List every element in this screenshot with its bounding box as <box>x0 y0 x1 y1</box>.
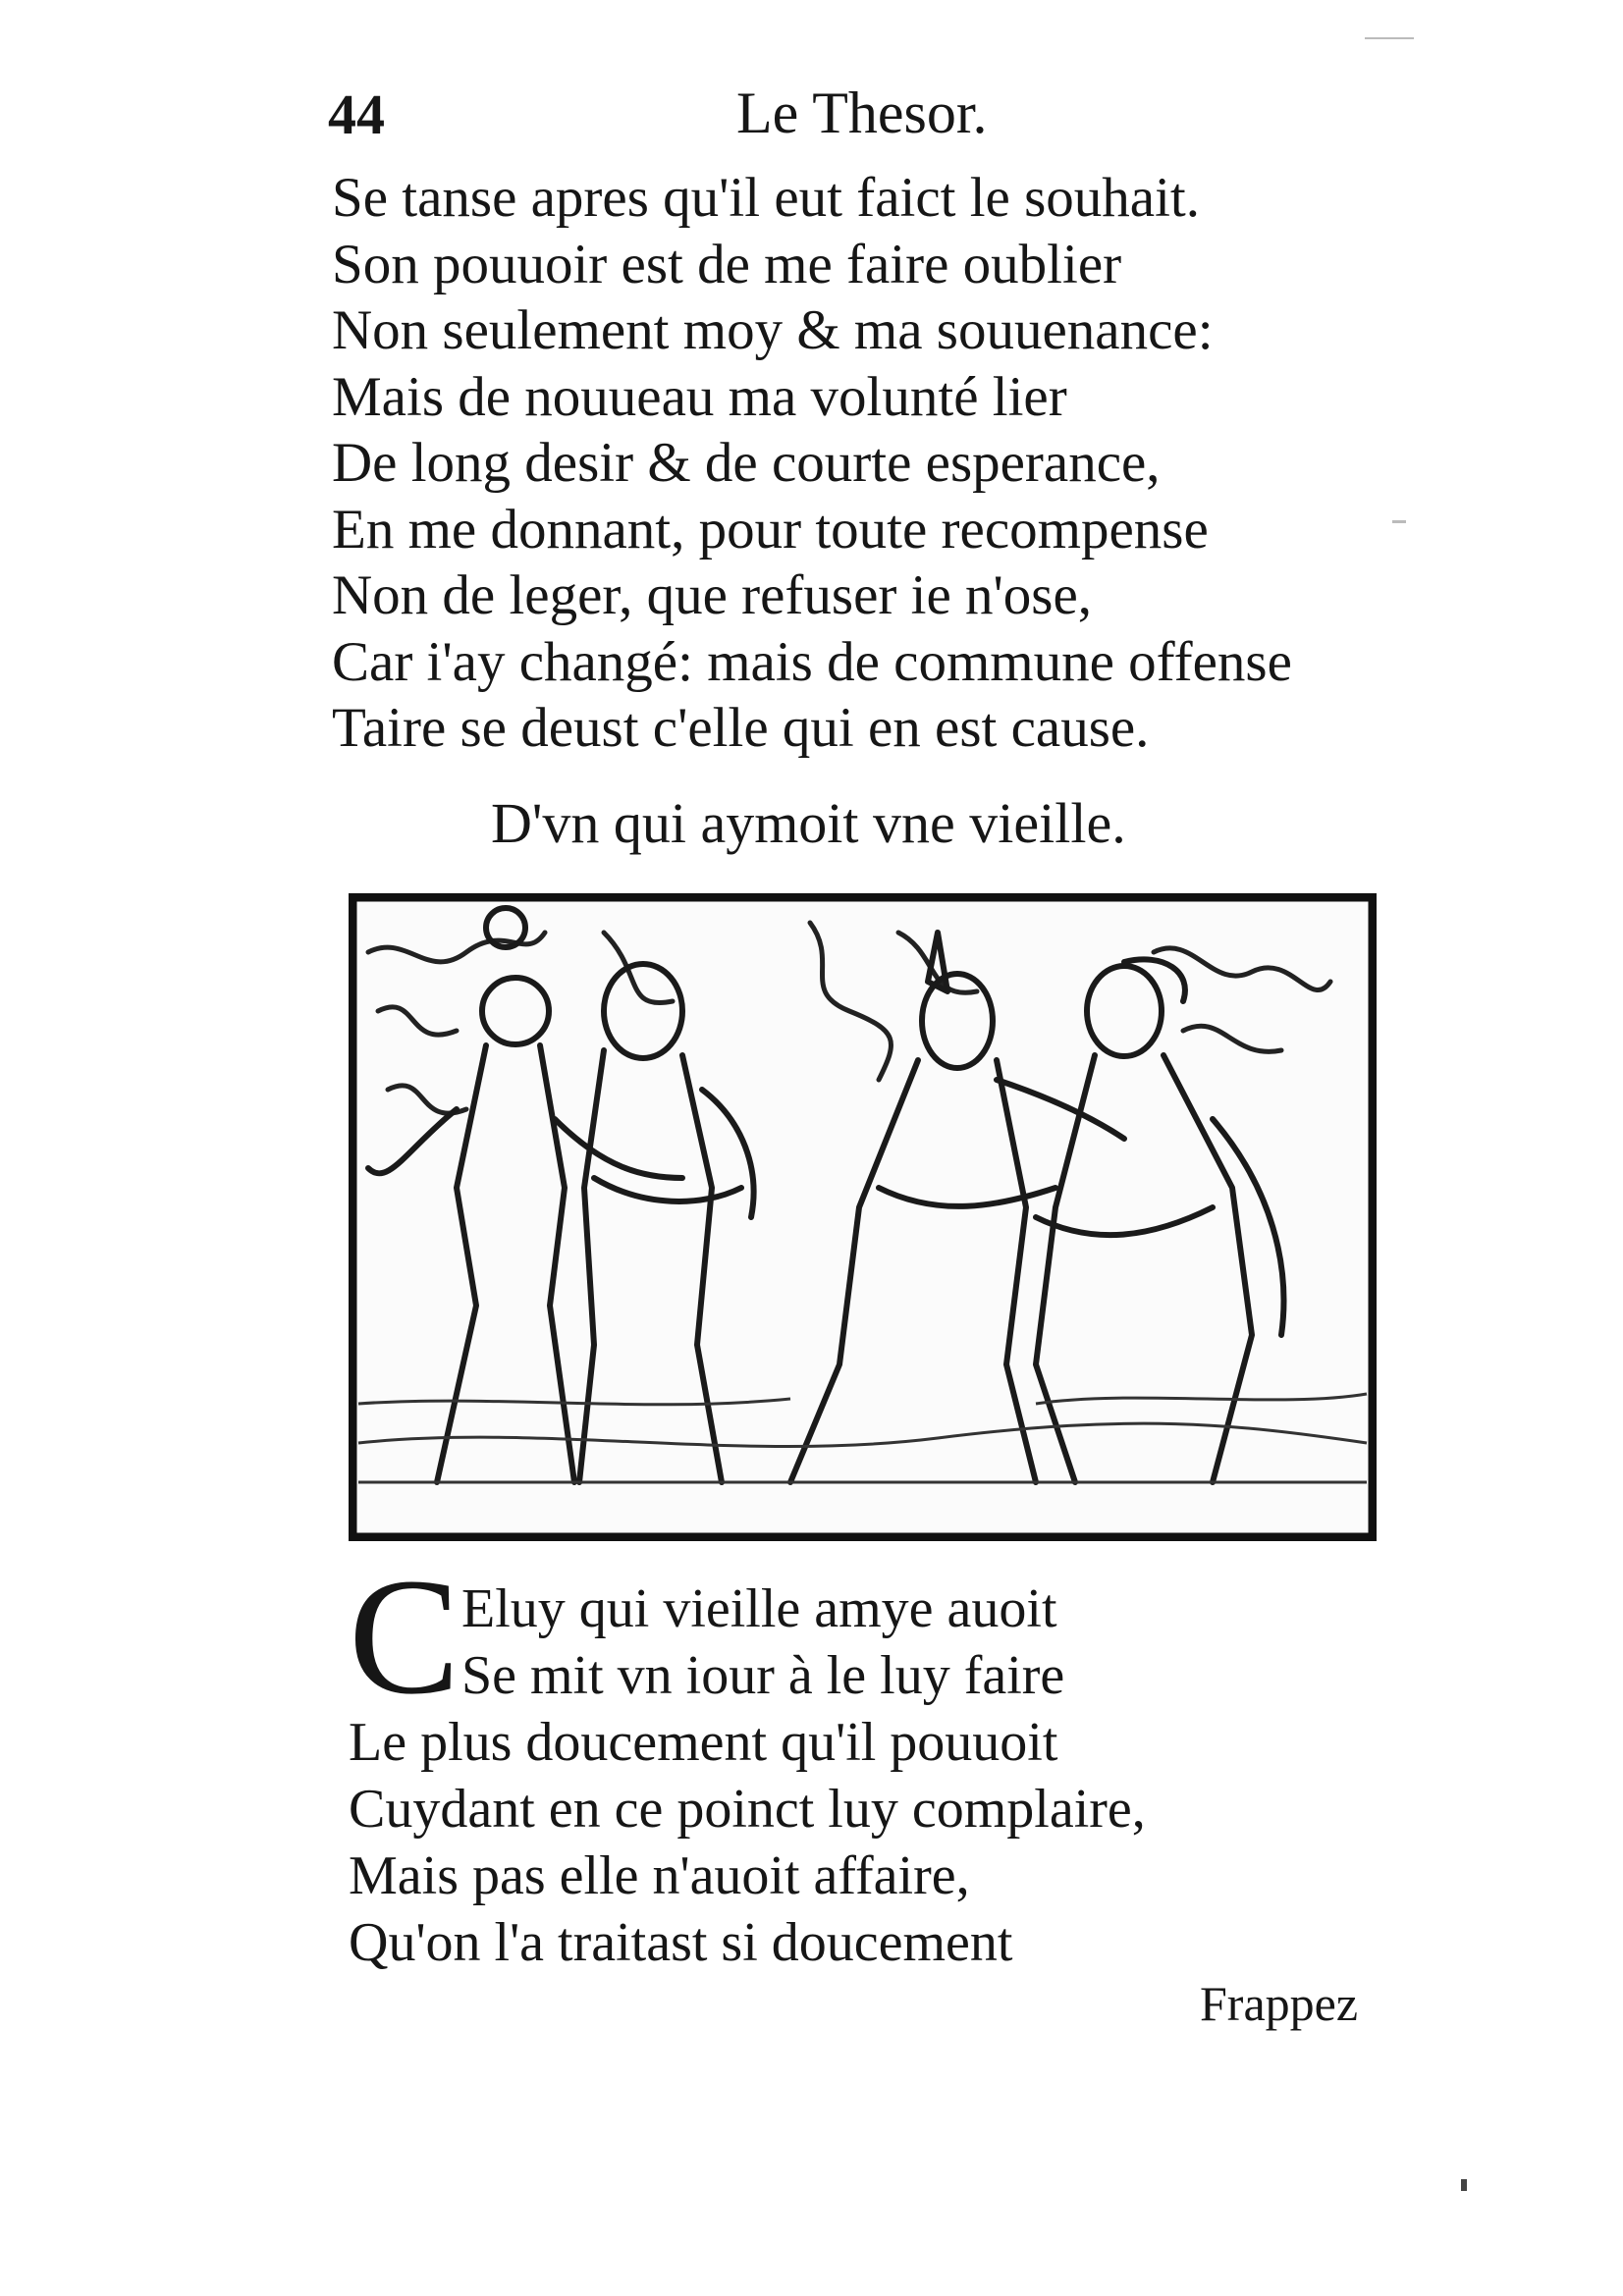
verse-line: Son pouuoir est de me faire oublier <box>332 233 1122 295</box>
poem-line: Mais pas elle n'auoit affaire, <box>349 1845 970 1906</box>
verse-line: Mais de nouueau ma volunté lier <box>332 365 1067 428</box>
drop-cap: C <box>349 1544 460 1729</box>
verse-line: Se tanse apres qu'il eut faict le souhait. <box>332 167 1201 229</box>
poem-line: Se mit vn iour à le luy faire <box>461 1645 1065 1706</box>
poem-line: Qu'on l'a traitast si doucement <box>349 1912 1013 1973</box>
verse-line: Car i'ay changé: mais de commune offense <box>332 630 1292 693</box>
woodcut-illustration <box>349 893 1377 1541</box>
verse-line: Non de leger, que refuser ie n'ose, <box>332 564 1093 626</box>
running-head <box>324 74 1306 162</box>
poem-body <box>349 1544 1429 1976</box>
verse-line: En me donnant, pour toute recompense <box>332 498 1209 561</box>
verse-line: De long desir & de courte esperance, <box>332 432 1161 494</box>
poem-line: Eluy qui vieille amye auoit <box>461 1578 1057 1639</box>
margin-mark <box>1365 37 1414 39</box>
catchword: Frappez <box>1200 1976 1359 2031</box>
verse-line: Non seulement moy & ma souuenance: <box>332 299 1214 361</box>
verse-block-top <box>332 165 1471 762</box>
poem-title: D'vn qui aymoit vne vieille. <box>491 791 1126 855</box>
page-number: 44 <box>328 82 385 146</box>
running-title: Le Thesor. <box>736 80 988 145</box>
poem-line: Cuydant en ce poinct luy complaire, <box>349 1779 1146 1840</box>
margin-mark <box>1461 2179 1467 2191</box>
poem-line: Le plus doucement qu'il pouuoit <box>349 1712 1058 1773</box>
verse-line: Taire se deust c'elle qui en est cause. <box>332 697 1150 759</box>
